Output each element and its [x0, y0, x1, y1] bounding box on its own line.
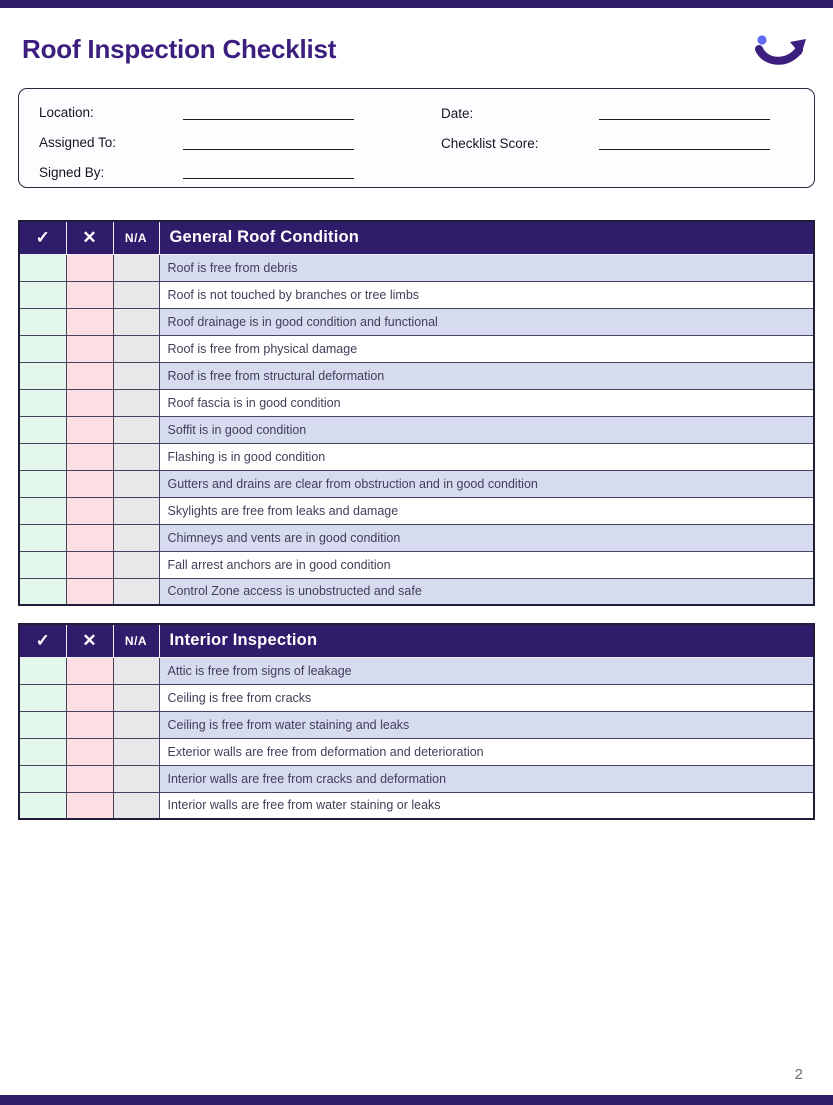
- item-label: Roof is not touched by branches or tree limbs: [159, 281, 814, 308]
- check-cell[interactable]: [19, 765, 66, 792]
- checklist-row: [19, 416, 814, 443]
- info-right-column: [441, 98, 814, 187]
- item-label: Roof fascia is in good condition: [159, 389, 814, 416]
- page-title: Roof Inspection Checklist: [22, 33, 337, 64]
- na-cell[interactable]: [113, 738, 159, 765]
- location-label: Location:: [39, 105, 94, 121]
- item-label: Roof is free from physical damage: [159, 335, 814, 362]
- checklist-row: [19, 470, 814, 497]
- check-cell[interactable]: [19, 578, 66, 605]
- smile-arrow-logo-icon: [749, 26, 811, 72]
- checklist-row: [19, 792, 814, 819]
- checklist-row: [19, 497, 814, 524]
- na-cell[interactable]: [113, 443, 159, 470]
- cross-cell[interactable]: [66, 389, 113, 416]
- check-column-header: ✓: [19, 624, 66, 657]
- checklist-row: [19, 335, 814, 362]
- assigned-to-label: Assigned To:: [39, 135, 117, 150]
- document-header: [22, 26, 811, 72]
- na-cell[interactable]: [113, 711, 159, 738]
- cross-cell[interactable]: [66, 335, 113, 362]
- na-cell[interactable]: [113, 792, 159, 819]
- section-title: General Roof Condition: [159, 221, 814, 254]
- checklist-row: [19, 711, 814, 738]
- item-label: Roof drainage is in good condition and functional: [159, 308, 814, 335]
- na-cell[interactable]: [113, 684, 159, 711]
- cross-cell[interactable]: [66, 524, 113, 551]
- cross-cell[interactable]: [66, 738, 113, 765]
- location-input-line[interactable]: [183, 106, 354, 120]
- na-cell[interactable]: [113, 281, 159, 308]
- check-cell[interactable]: [19, 497, 66, 524]
- check-cell[interactable]: [19, 335, 66, 362]
- checklist-row: [19, 524, 814, 551]
- check-cell[interactable]: [19, 551, 66, 578]
- field-assigned-to: [39, 128, 441, 158]
- cross-cell[interactable]: [66, 308, 113, 335]
- na-cell[interactable]: [113, 389, 159, 416]
- check-cell[interactable]: [19, 738, 66, 765]
- item-label: Attic is free from signs of leakage: [159, 657, 814, 684]
- cross-column-header: ✕: [66, 624, 113, 657]
- assigned-to-input-line[interactable]: [183, 136, 354, 150]
- item-label: Exterior walls are free from deformation and deterioration: [159, 738, 814, 765]
- na-cell[interactable]: [113, 657, 159, 684]
- cross-cell[interactable]: [66, 470, 113, 497]
- bottom-accent-bar: [0, 1095, 833, 1105]
- checklist-row: [19, 765, 814, 792]
- item-label: Soffit is in good condition: [159, 416, 814, 443]
- check-cell[interactable]: [19, 308, 66, 335]
- cross-cell[interactable]: [66, 711, 113, 738]
- table-header-row: [19, 221, 814, 254]
- check-cell[interactable]: [19, 281, 66, 308]
- checklist-row: [19, 254, 814, 281]
- na-cell[interactable]: [113, 578, 159, 605]
- cross-cell[interactable]: [66, 684, 113, 711]
- na-cell[interactable]: [113, 416, 159, 443]
- checklist-row: [19, 281, 814, 308]
- checklist-sections: [18, 220, 815, 837]
- check-cell[interactable]: [19, 416, 66, 443]
- checklist-row: [19, 308, 814, 335]
- cross-cell[interactable]: [66, 657, 113, 684]
- check-cell[interactable]: [19, 443, 66, 470]
- item-label: Roof is free from structural deformation: [159, 362, 814, 389]
- item-label: Flashing is in good condition: [159, 443, 814, 470]
- checklist-score-label: Checklist Score:: [441, 135, 539, 151]
- cross-cell[interactable]: [66, 281, 113, 308]
- item-label: Gutters and drains are clear from obstruction and in good condition: [159, 470, 814, 497]
- item-label: Ceiling is free from cracks: [159, 684, 814, 711]
- check-cell[interactable]: [19, 657, 66, 684]
- na-cell[interactable]: [113, 308, 159, 335]
- cross-cell[interactable]: [66, 551, 113, 578]
- check-cell[interactable]: [19, 711, 66, 738]
- checklist-table: [18, 220, 815, 606]
- signed-by-input-line[interactable]: [183, 165, 354, 179]
- top-accent-bar: [0, 0, 833, 8]
- na-cell[interactable]: [113, 524, 159, 551]
- section-title: Interior Inspection: [159, 624, 814, 657]
- check-cell[interactable]: [19, 524, 66, 551]
- checklist-row: [19, 657, 814, 684]
- info-left-column: [19, 98, 441, 187]
- checklist-row: [19, 443, 814, 470]
- checklist-row: [19, 684, 814, 711]
- field-checklist-score: [441, 128, 814, 158]
- na-cell[interactable]: [113, 470, 159, 497]
- date-input-line[interactable]: [599, 106, 770, 120]
- cross-cell[interactable]: [66, 254, 113, 281]
- cross-cell[interactable]: [66, 362, 113, 389]
- inspection-info-box: [18, 88, 815, 188]
- checklist-table: [18, 623, 815, 820]
- checklist-row: [19, 551, 814, 578]
- field-signed-by: [39, 157, 441, 187]
- cross-column-header: ✕: [66, 221, 113, 254]
- na-cell[interactable]: [113, 551, 159, 578]
- checklist-row: [19, 578, 814, 605]
- checklist-score-input-line[interactable]: [599, 136, 770, 150]
- na-cell[interactable]: [113, 497, 159, 524]
- item-label: Interior walls are free from water staining or leaks: [159, 792, 814, 819]
- cross-cell[interactable]: [66, 792, 113, 819]
- field-location: [39, 98, 441, 128]
- checklist-row: [19, 362, 814, 389]
- checklist-row: [19, 389, 814, 416]
- check-cell[interactable]: [19, 362, 66, 389]
- na-cell[interactable]: [113, 765, 159, 792]
- signed-by-label: Signed By:: [39, 164, 105, 180]
- date-label: Date:: [441, 105, 474, 121]
- na-cell[interactable]: [113, 254, 159, 281]
- check-cell[interactable]: [19, 792, 66, 819]
- check-cell[interactable]: [19, 684, 66, 711]
- na-cell[interactable]: [113, 335, 159, 362]
- cross-cell[interactable]: [66, 765, 113, 792]
- cross-cell[interactable]: [66, 497, 113, 524]
- table-header-row: [19, 624, 814, 657]
- item-label: Chimneys and vents are in good condition: [159, 524, 814, 551]
- item-label: Control Zone access is unobstructed and safe: [159, 578, 814, 605]
- cross-cell[interactable]: [66, 443, 113, 470]
- na-cell[interactable]: [113, 362, 159, 389]
- item-label: Fall arrest anchors are in good condition: [159, 551, 814, 578]
- field-date: [441, 98, 814, 128]
- check-cell[interactable]: [19, 254, 66, 281]
- item-label: Ceiling is free from water staining and leaks: [159, 711, 814, 738]
- item-label: Roof is free from debris: [159, 254, 814, 281]
- na-column-header: N/A: [113, 221, 159, 254]
- check-cell[interactable]: [19, 470, 66, 497]
- check-cell[interactable]: [19, 389, 66, 416]
- item-label: Interior walls are free from cracks and deformation: [159, 765, 814, 792]
- page-number: 2: [794, 1066, 803, 1083]
- checklist-row: [19, 738, 814, 765]
- cross-cell[interactable]: [66, 578, 113, 605]
- check-column-header: ✓: [19, 221, 66, 254]
- item-label: Skylights are free from leaks and damage: [159, 497, 814, 524]
- cross-cell[interactable]: [66, 416, 113, 443]
- na-column-header: N/A: [113, 624, 159, 657]
